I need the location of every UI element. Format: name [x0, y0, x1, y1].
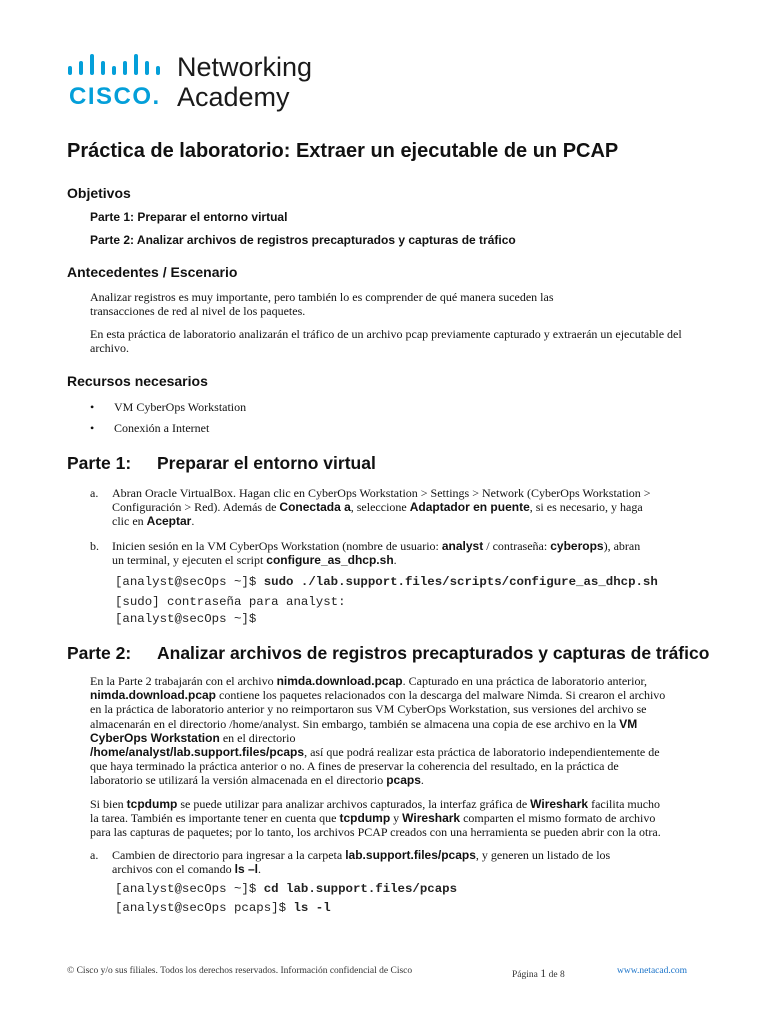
part1-step-b-text: Inicien sesión en la VM CyberOps Workstation (nombre de usuario: analyst / contraseña: cyberops), abran un terminal, y ejecuten el script configure_as_dhcp.sh.	[112, 539, 641, 568]
part2-paragraph-2: Si bien tcpdump se puede utilizar para analizar archivos capturados, la interfaz gráfica de Wireshark facilita mucho la tarea. También es importante tener en cuenta que tcpdump y Wireshark comparten el mismo formato de archivo para las capturas de paquetes; por lo tanto, los archivos PCAP creados con una herramienta se pueden abrir con la otra.	[90, 797, 661, 840]
cisco-networking-academy-logo	[67, 52, 327, 114]
code-line: [analyst@secOps pcaps]$ ls -l	[115, 901, 331, 915]
footer-copyright: © Cisco y/o sus filiales. Todos los derechos reservados. Información confidencial de Cisco	[67, 966, 413, 976]
page-title: Práctica de laboratorio: Extraer un ejecutable de un PCAP	[67, 140, 619, 162]
background-heading: Antecedentes / Escenario	[67, 264, 238, 280]
cisco-wordmark: CISCO.	[69, 83, 161, 110]
step-marker: a.	[90, 848, 99, 862]
part1-heading: Parte 1: Preparar el entorno virtual	[67, 453, 376, 473]
footer-url-link[interactable]: www.netacad.com	[617, 966, 688, 976]
list-item: • Conexión a Internet	[90, 421, 210, 435]
footer-page-number: Página 1 de 8	[512, 966, 565, 980]
objectives-heading: Objetivos	[67, 185, 131, 201]
part2-heading: Parte 2: Analizar archivos de registros precapturados y capturas de tráfico	[67, 643, 710, 663]
background-paragraph-1: Analizar registros es muy importante, pero también lo es comprender de qué manera suceden las transacciones de red al nivel de los paquetes.	[90, 290, 554, 319]
code-line: [sudo] contraseña para analyst:	[115, 595, 346, 609]
code-line: [analyst@secOps ~]$	[115, 612, 257, 626]
part1-step-a-text: Abran Oracle VirtualBox. Hagan clic en CyberOps Workstation > Settings > Network (CyberOps Workstation > Configuración > Red). Además de Conectada a, seleccione Adaptador en puente, si es necesario, y haga clic en Aceptar.	[112, 486, 651, 529]
cisco-bars-icon	[67, 52, 167, 82]
step-marker: b.	[90, 539, 99, 553]
code-line: [analyst@secOps ~]$ sudo ./lab.support.files/scripts/configure_as_dhcp.sh	[115, 575, 658, 589]
objective-item: Parte 2: Analizar archivos de registros precapturados y capturas de tráfico	[90, 233, 516, 247]
part2-step-a-text: Cambien de directorio para ingresar a la carpeta lab.support.files/pcaps, y generen un listado de los archivos con el comando ls –l.	[112, 848, 611, 877]
step-marker: a.	[90, 486, 99, 500]
code-line: [analyst@secOps ~]$ cd lab.support.files/pcaps	[115, 882, 458, 896]
resources-heading: Recursos necesarios	[67, 373, 208, 389]
objective-item: Parte 1: Preparar el entorno virtual	[90, 210, 288, 224]
list-item: • VM CyberOps Workstation	[90, 400, 247, 414]
background-paragraph-2: En esta práctica de laboratorio analizarán el tráfico de un archivo pcap previamente capturado y extraerán un ejecutable del archivo.	[90, 327, 682, 356]
part2-paragraph-1: En la Parte 2 trabajarán con el archivo nimda.download.pcap. Capturado en una práctica de laboratorio anterior, nimda.download.pcap contiene los paquetes relacionados con la descarga del malware Nimda. Si crearon el archivo en la práctica de laboratorio anterior y no reimportaron sus VM CyberOps Workstation, sus versiones del archivo se almacenarán en el directorio /home/analyst. Sin embargo, también se almacena una copia de ese archivo en la VM CyberOps Workstation en el directorio /home/analyst/lab.support.files/pcaps, así que podrá realizar esta práctica de laboratorio independientemente de que haya terminado la práctica anterior o no. A fines de preservar la coherencia del resultado, en la práctica de laboratorio se utilizará la versión almacenada en el directorio pcaps.	[90, 674, 666, 788]
networking-academy-wordmark: Networking Academy	[177, 52, 313, 112]
